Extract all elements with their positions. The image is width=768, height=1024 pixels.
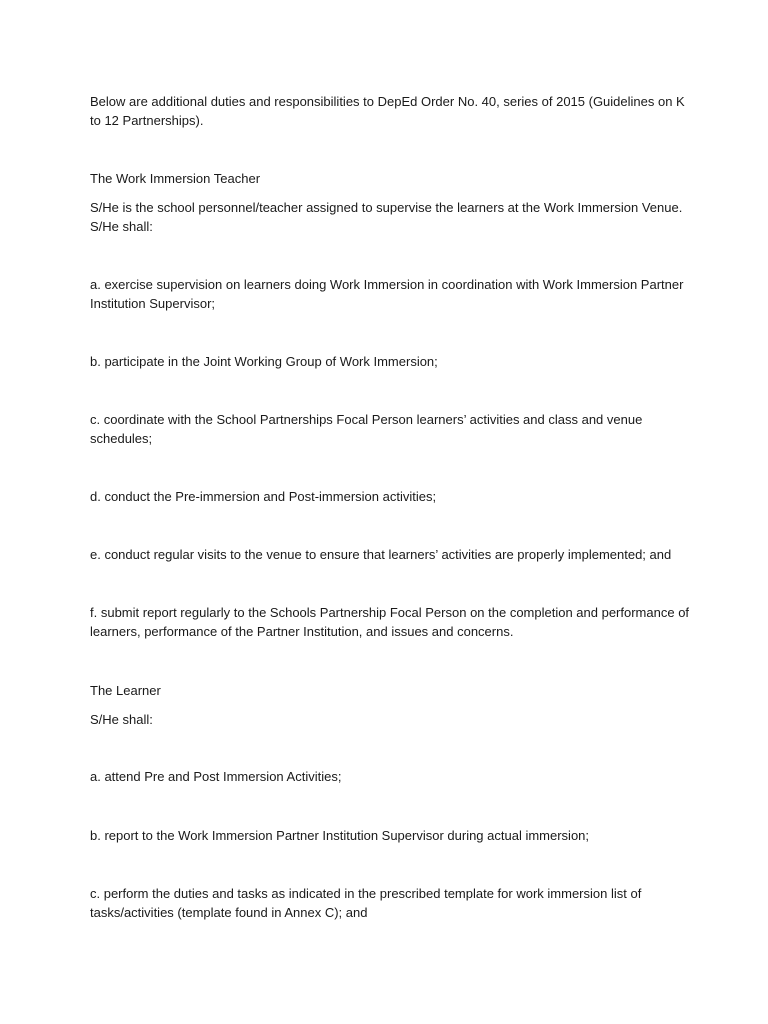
teacher-duty-item: f. submit report regularly to the Schools Partnership Focal Person on the completion and performance of learners, performance of the Partner Institution, and issues and concerns.: [90, 605, 690, 639]
teacher-duty-item: c. coordinate with the School Partnerships Focal Person learners’ activities and class and venue schedules;: [90, 412, 643, 446]
teacher-duty-item: b. participate in the Joint Working Group of Work Immersion;: [90, 354, 438, 369]
section-heading-learner: The Learner: [90, 683, 161, 698]
teacher-duty-item: d. conduct the Pre-immersion and Post-immersion activities;: [90, 489, 437, 504]
learner-duty-item: a. attend Pre and Post Immersion Activities;: [90, 769, 342, 784]
teacher-intro-paragraph: S/He is the school personnel/teacher assigned to supervise the learners at the Work Immersion Venue. S/He shall:: [90, 200, 683, 234]
learner-duty-item: c. perform the duties and tasks as indicated in the prescribed template for work immersion list of tasks/activities (template found in Annex C); and: [90, 886, 642, 920]
learner-duty-item: b. report to the Work Immersion Partner Institution Supervisor during actual immersion;: [90, 828, 590, 843]
teacher-duty-item: a. exercise supervision on learners doing Work Immersion in coordination with Work Immersion Partner Institution Supervisor;: [90, 277, 684, 311]
learner-intro-paragraph: S/He shall:: [90, 712, 153, 727]
teacher-duty-item: e. conduct regular visits to the venue to ensure that learners’ activities are properly implemented; and: [90, 547, 672, 562]
section-heading-teacher: The Work Immersion Teacher: [90, 171, 261, 186]
intro-paragraph: Below are additional duties and responsibilities to DepEd Order No. 40, series of 2015 (Guidelines on K to 12 Partnerships).: [90, 94, 685, 128]
